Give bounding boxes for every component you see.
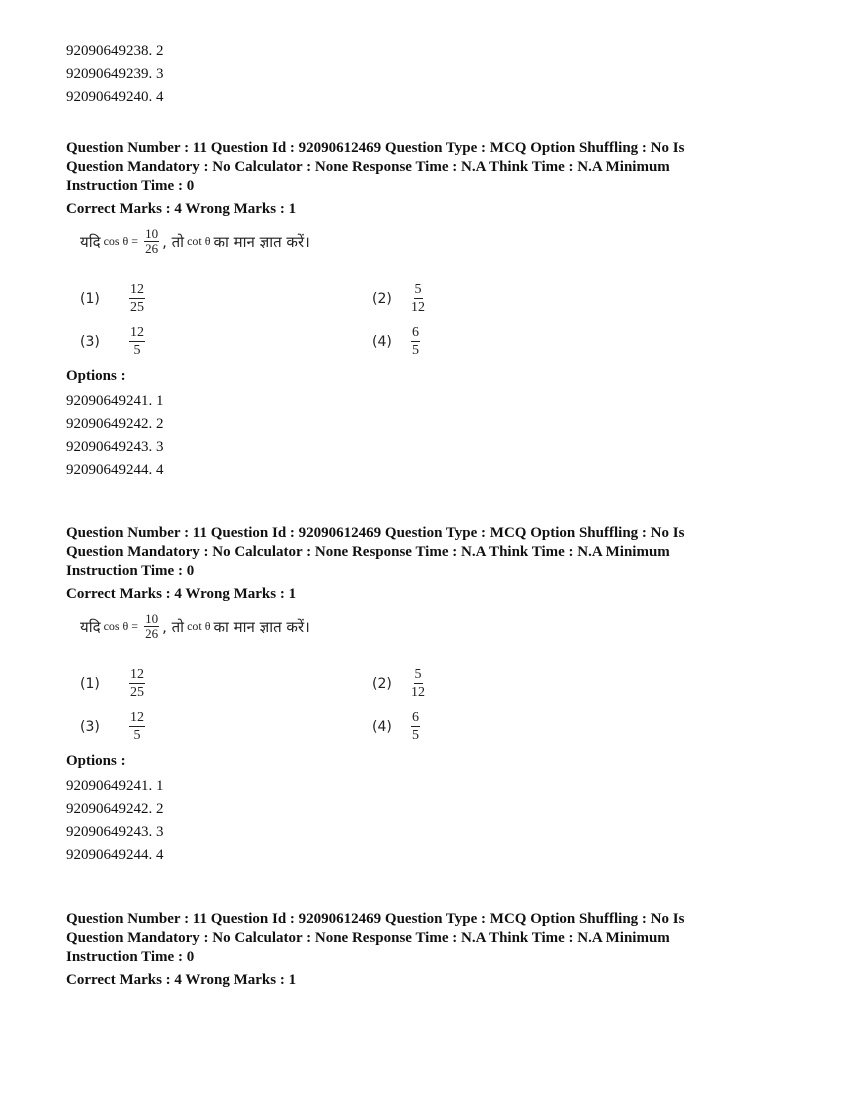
meta-line: Question Number : 11 Question Id : 92090612469 Question Type : MCQ Option Shuffling : No Is (66, 911, 685, 927)
option-fraction (129, 324, 145, 359)
option-label: (3) (80, 718, 100, 735)
option-label: (3) (80, 333, 100, 350)
fraction-numerator: 12 (130, 667, 144, 682)
option-line: 92090649243. 3 (66, 824, 164, 840)
answer-option-4 (372, 709, 423, 744)
option-line: 92090649240. 4 (66, 89, 164, 105)
option-fraction (411, 324, 420, 359)
option-fraction (411, 281, 425, 316)
options-list (66, 390, 786, 482)
stem-suffix: का मान ज्ञात करें। (213, 617, 310, 636)
fraction-denominator: 25 (130, 300, 144, 315)
answer-option-2 (372, 666, 428, 701)
meta-line: Question Number : 11 Question Id : 92090612469 Question Type : MCQ Option Shuffling : No Is (66, 525, 685, 541)
fraction-denominator: 12 (411, 685, 425, 700)
option-label: (2) (372, 675, 392, 692)
option-label: (1) (80, 290, 100, 307)
option-line: 92090649241. 1 (66, 778, 164, 794)
question-block (66, 910, 786, 990)
stem-fraction (144, 227, 159, 256)
question-stem (80, 227, 310, 256)
fraction-numerator: 5 (414, 282, 422, 297)
fraction-denominator: 26 (145, 626, 159, 641)
marks-line: Correct Marks : 4 Wrong Marks : 1 (66, 586, 297, 602)
answer-option-1 (80, 281, 148, 316)
fraction-denominator: 5 (133, 728, 141, 743)
fraction-denominator: 25 (130, 685, 144, 700)
option-line: 92090649242. 2 (66, 416, 164, 432)
option-line: 92090649239. 3 (66, 66, 164, 82)
question-stem (80, 612, 310, 641)
fraction-numerator: 12 (130, 282, 144, 297)
option-fraction (129, 281, 145, 316)
question-image (80, 612, 786, 752)
option-line: 92090649243. 3 (66, 439, 164, 455)
option-line: 92090649244. 4 (66, 847, 164, 863)
option-line: 92090649241. 1 (66, 393, 164, 409)
stem-suffix: का मान ज्ञात करें। (213, 232, 310, 251)
marks-line: Correct Marks : 4 Wrong Marks : 1 (66, 201, 297, 217)
option-label: (2) (372, 290, 392, 307)
fraction-numerator: 10 (145, 611, 159, 626)
question-meta (66, 910, 786, 967)
question-block (66, 524, 786, 867)
option-label: (4) (372, 718, 392, 735)
stem-prefix: यदि (80, 617, 101, 636)
stem-function: cot θ (187, 619, 211, 633)
fraction-numerator: 12 (130, 325, 144, 340)
meta-line: Question Number : 11 Question Id : 92090612469 Question Type : MCQ Option Shuffling : No Is (66, 140, 685, 156)
fraction-denominator: 5 (412, 728, 419, 743)
option-line: 92090649238. 2 (66, 43, 164, 59)
fraction-numerator: 6 (412, 710, 419, 725)
meta-line: Instruction Time : 0 (66, 949, 195, 965)
fraction-denominator: 5 (412, 343, 419, 358)
option-label: (1) (80, 675, 100, 692)
question-image (80, 227, 786, 367)
fraction-numerator: 12 (130, 710, 144, 725)
answer-option-2 (372, 281, 428, 316)
fraction-numerator: 6 (412, 325, 419, 340)
meta-line: Instruction Time : 0 (66, 178, 195, 194)
marks-line: Correct Marks : 4 Wrong Marks : 1 (66, 972, 297, 988)
fraction-numerator: 5 (414, 667, 422, 682)
stem-fraction (144, 612, 159, 641)
stem-function: cos θ = (103, 234, 139, 248)
stem-middle: , तो (162, 232, 185, 251)
option-fraction (411, 709, 420, 744)
meta-line: Instruction Time : 0 (66, 563, 195, 579)
option-fraction (411, 666, 425, 701)
option-line: 92090649244. 4 (66, 462, 164, 478)
option-label: (4) (372, 333, 392, 350)
answer-option-3 (80, 709, 148, 744)
previous-options-list (66, 40, 164, 109)
meta-line: Question Mandatory : No Calculator : None Response Time : N.A Think Time : N.A Minimum (66, 544, 670, 560)
stem-function: cos θ = (103, 619, 139, 633)
options-heading: Options : (66, 753, 126, 769)
stem-middle: , तो (162, 617, 185, 636)
meta-line: Question Mandatory : No Calculator : None Response Time : N.A Think Time : N.A Minimum (66, 930, 670, 946)
stem-prefix: यदि (80, 232, 101, 251)
fraction-denominator: 26 (145, 241, 159, 256)
option-fraction (129, 709, 145, 744)
fraction-denominator: 12 (411, 300, 425, 315)
answer-option-1 (80, 666, 148, 701)
question-block (66, 139, 786, 482)
answer-option-3 (80, 324, 148, 359)
options-list (66, 775, 786, 867)
meta-line: Question Mandatory : No Calculator : None Response Time : N.A Think Time : N.A Minimum (66, 159, 670, 175)
option-line: 92090649242. 2 (66, 801, 164, 817)
answer-option-4 (372, 324, 423, 359)
stem-function: cot θ (187, 234, 211, 248)
fraction-numerator: 10 (145, 226, 159, 241)
option-fraction (129, 666, 145, 701)
options-heading: Options : (66, 368, 126, 384)
fraction-denominator: 5 (133, 343, 141, 358)
question-meta (66, 139, 786, 196)
question-meta (66, 524, 786, 581)
